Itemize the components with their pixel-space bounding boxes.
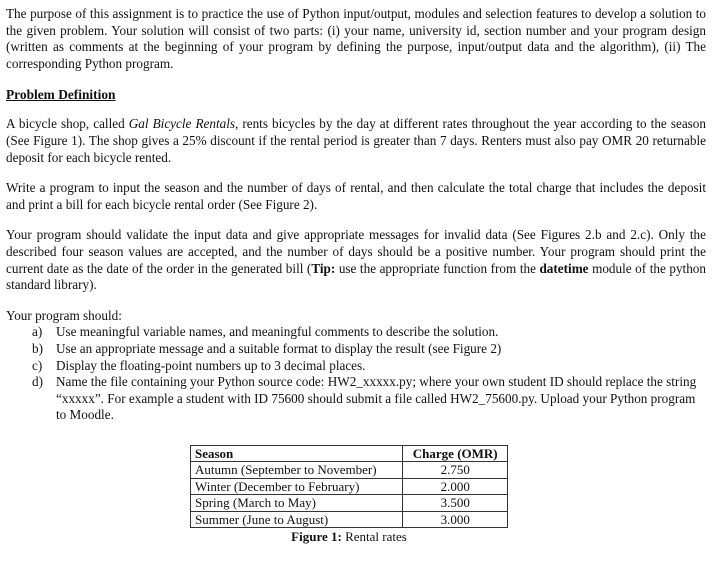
p3-post: module of the python standard library).	[6, 260, 706, 293]
season-cell: Summer (June to August)	[191, 511, 403, 527]
season-cell: Winter (December to February)	[191, 478, 403, 494]
module-name: datetime	[539, 260, 589, 276]
charge-cell: 2.000	[403, 478, 508, 494]
section-heading: Problem Definition	[6, 87, 116, 103]
list-item: c) Display the floating-point numbers up to 3 decimal places.	[32, 357, 366, 373]
shop-name: Gal Bicycle Rentals	[128, 116, 235, 132]
p1-post: , rents bicycles by the day at different rates throughout the year according to the season (See Figure 1). The shop gives a 25% discount if the rental period is greater than 7 days. Renters must also pay OMR 20 returnable deposit for each bicycle rented.	[6, 116, 706, 165]
p1-pre: A bicycle shop, called	[6, 116, 129, 132]
list-item: d) Name the file containing your Python source code: HW2_xxxxx.py; where your own student ID should replace the string “xxxxx”. For example a student with ID 75600 should submit a file called HW2_75600.py. Upload your Python program to Moodle.	[32, 374, 697, 423]
rental-rates-figure	[190, 445, 508, 545]
tip-label: Tip:	[311, 260, 336, 276]
season-cell: Spring (March to May)	[191, 495, 403, 511]
list-item: b) Use an appropriate message and a suitable format to display the result (see Figure 2)	[32, 340, 502, 356]
caption-text: Rental rates	[341, 528, 407, 544]
charge-cell: 3.000	[403, 511, 508, 527]
season-cell: Autumn (September to November)	[191, 462, 403, 478]
season-header: Season	[191, 445, 403, 461]
table-header-row	[191, 445, 508, 461]
charge-cell: 3.500	[403, 495, 508, 511]
figure-caption	[190, 529, 508, 545]
charge-cell: 2.750	[403, 462, 508, 478]
table-row	[191, 462, 508, 478]
problem-paragraph-3	[6, 227, 706, 293]
problem-paragraph-2: Write a program to input the season and the number of days of rental, and then calculate the total charge that includes the deposit and print a bill for each bicycle rental order (See Figure 2).	[6, 180, 706, 212]
caption-label: Figure 1:	[291, 528, 342, 544]
table-row	[191, 478, 508, 494]
intro-paragraph: The purpose of this assignment is to practice the use of Python input/output, modules and selection features to develop a solution to the given problem. Your solution will consist of two parts: (i) your name, university id, section number and your program design (written as comments at the beginning of your program by defining the purpose, input/output data and the algorithm), (ii) The corresponding Python program.	[6, 6, 706, 71]
list-item: a) Use meaningful variable names, and meaningful comments to describe the solution.	[32, 324, 499, 340]
p3-pre: Your program should validate the input data and give appropriate messages for invalid data (See Figures 2.b and 2.c). Only the described four season values are accepted, and the number of days should be a positive number. Your program should print the current date as the date of the order in the generated bill (	[6, 227, 706, 276]
charge-header: Charge (OMR)	[403, 445, 508, 461]
problem-paragraph-1	[6, 116, 706, 166]
requirements-intro: Your program should:	[6, 307, 122, 323]
rental-rates-table	[190, 445, 508, 528]
table-row	[191, 511, 508, 527]
table-row	[191, 495, 508, 511]
p3-mid: use the appropriate function from the	[335, 260, 540, 276]
requirements-list	[6, 324, 706, 424]
